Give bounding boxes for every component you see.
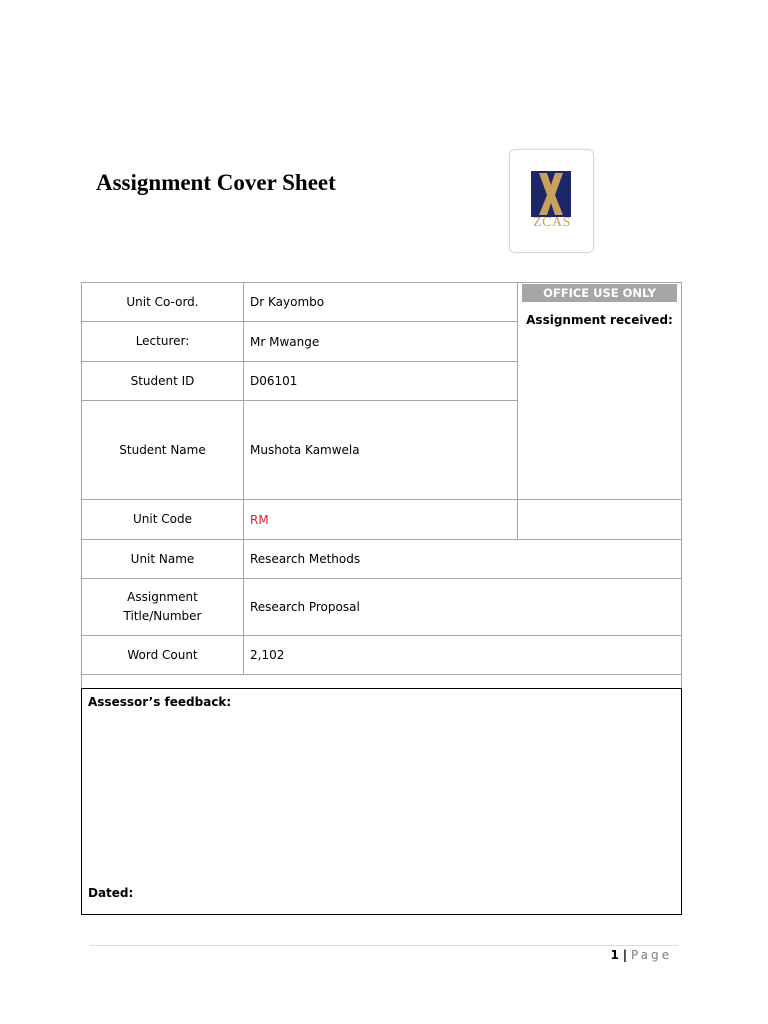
student-id-label: Student ID xyxy=(130,373,195,388)
word-count-label: Word Count xyxy=(127,647,198,662)
zcas-logo xyxy=(509,149,594,253)
assignment-title-label: Assignment Title/Number xyxy=(123,590,202,623)
assessor-feedback-label: Assessor’s feedback: xyxy=(88,695,232,709)
assignment-title-value: Research Proposal xyxy=(250,600,360,614)
dated-label: Dated: xyxy=(88,886,134,900)
unit-coord-label: Unit Co-ord. xyxy=(126,294,199,309)
word-count-value: 2,102 xyxy=(250,648,285,662)
assessor-feedback-box xyxy=(81,688,682,915)
page-footer xyxy=(611,948,672,962)
document-title: Assignment Cover Sheet xyxy=(96,170,336,195)
page-number: 1 xyxy=(610,948,619,962)
office-use-header: OFFICE USE ONLY xyxy=(522,284,677,302)
student-name-value: Mushota Kamwela xyxy=(250,443,360,457)
unit-name-label: Unit Name xyxy=(130,551,195,566)
student-id-value: D06101 xyxy=(250,374,298,388)
unit-coord-value: Dr Kayombo xyxy=(250,295,325,309)
student-name-label: Student Name xyxy=(119,442,206,457)
logo-text: ZCAS xyxy=(533,215,571,230)
footer-separator: | xyxy=(622,948,628,962)
lecturer-label: Lecturer: xyxy=(135,334,190,348)
unit-name-value: Research Methods xyxy=(250,552,361,566)
unit-code-label: Unit Code xyxy=(133,512,192,526)
assignment-received-label: Assignment received: xyxy=(526,313,673,327)
lecturer-value: Mr Mwange xyxy=(250,334,320,349)
footer-divider xyxy=(90,945,678,946)
unit-code-value: RM xyxy=(250,512,269,527)
page-label: Page xyxy=(630,948,672,962)
logo-emblem-icon xyxy=(531,171,571,217)
